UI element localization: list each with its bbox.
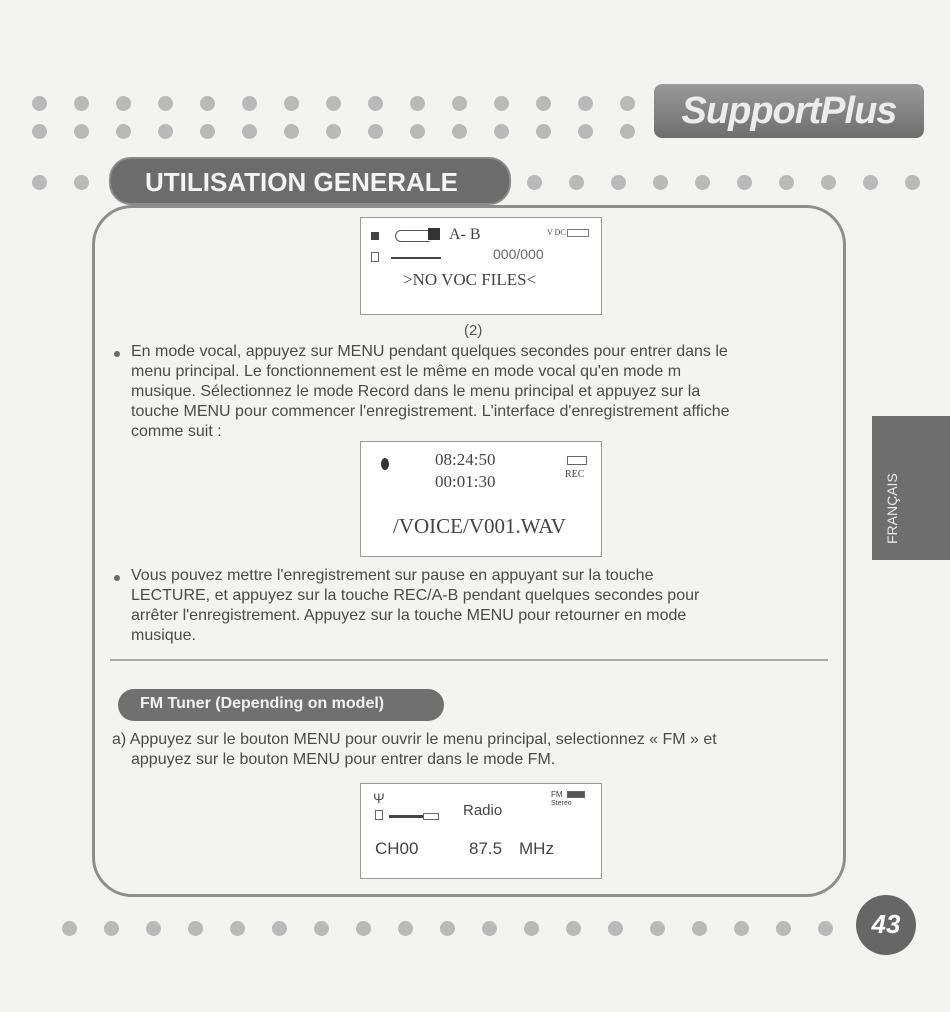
fm-heading-label: FM Tuner (Depending on model) — [140, 695, 385, 712]
rec-label: REC — [565, 469, 585, 480]
fm-section-heading — [118, 689, 444, 721]
no-files-message: >NO VOC FILES< — [403, 270, 537, 289]
file-counter: 000/000 — [493, 246, 544, 262]
volume-icon — [375, 810, 383, 820]
lcd-screen-recording — [360, 441, 602, 557]
clock-time: 08:24:50 — [435, 450, 496, 469]
language-tab — [872, 416, 950, 560]
lcd-screen-radio — [360, 783, 602, 879]
brand-logo: SupportPlus — [654, 84, 924, 138]
volume-icon — [371, 252, 379, 262]
page-number-badge — [856, 895, 916, 955]
bullet-dot — [114, 351, 120, 357]
page-number: 43 — [871, 909, 901, 939]
mode-label: A- B — [449, 226, 481, 243]
stereo-label: Stereo — [551, 800, 572, 807]
status-label: V DC — [547, 228, 566, 237]
volume-bar-empty — [423, 813, 439, 820]
volume-bar — [389, 815, 423, 818]
section-banner — [109, 157, 511, 205]
frequency-unit: MHz — [519, 839, 554, 858]
radio-title: Radio — [463, 802, 503, 819]
a-b-icon — [428, 228, 440, 240]
bullet-paragraph-1: En mode vocal, appuyez sur MENU pendant quelques secondes pour entrer dans le menu principal. Le fonctionnement est le même en mode vocal qu'en mode m musique. Sélectionnez le mode Record dans le menu principal et appuyez sur la touche MENU pour commencer l'enregistrement. L'interface d'enregistrement affiche comme suit : — [131, 343, 730, 440]
antenna-icon: Ψ — [373, 790, 385, 806]
bullet-dot — [114, 575, 120, 581]
section-title: UTILISATION GENERALE — [145, 167, 458, 197]
channel-label: CH00 — [375, 839, 419, 858]
battery-icon — [567, 791, 585, 798]
record-dot-icon — [381, 458, 389, 470]
section-divider — [110, 659, 828, 661]
battery-icon — [567, 456, 587, 465]
elapsed-time: 00:01:30 — [435, 472, 496, 491]
battery-icon — [567, 229, 589, 237]
lcd-screen-voice-empty — [360, 217, 602, 315]
fm-label: FM — [551, 790, 563, 799]
stop-icon — [371, 232, 379, 240]
language-tab-label: FRANÇAIS — [884, 473, 900, 544]
volume-bar — [391, 257, 441, 259]
fm-paragraph: a) Appuyez sur le bouton MENU pour ouvrir le menu principal, selectionnez « FM » et appuyez sur le bouton MENU pour entrer dans le mode FM. — [112, 731, 717, 768]
file-path: /VOICE/V001.WAV — [393, 514, 566, 538]
frequency-value: 87.5 — [469, 839, 503, 858]
figure-caption: (2) — [464, 322, 483, 339]
bullet-paragraph-2: Vous pouvez mettre l'enregistrement sur pause en appuyant sur la touche LECTURE, et appuyez sur la touche REC/A-B pendant quelques secondes pour arrêter l'enregistrement. Appuyez sur la touche MENU pour retourner en mode musique. — [131, 567, 700, 644]
repeat-icon — [395, 230, 430, 242]
